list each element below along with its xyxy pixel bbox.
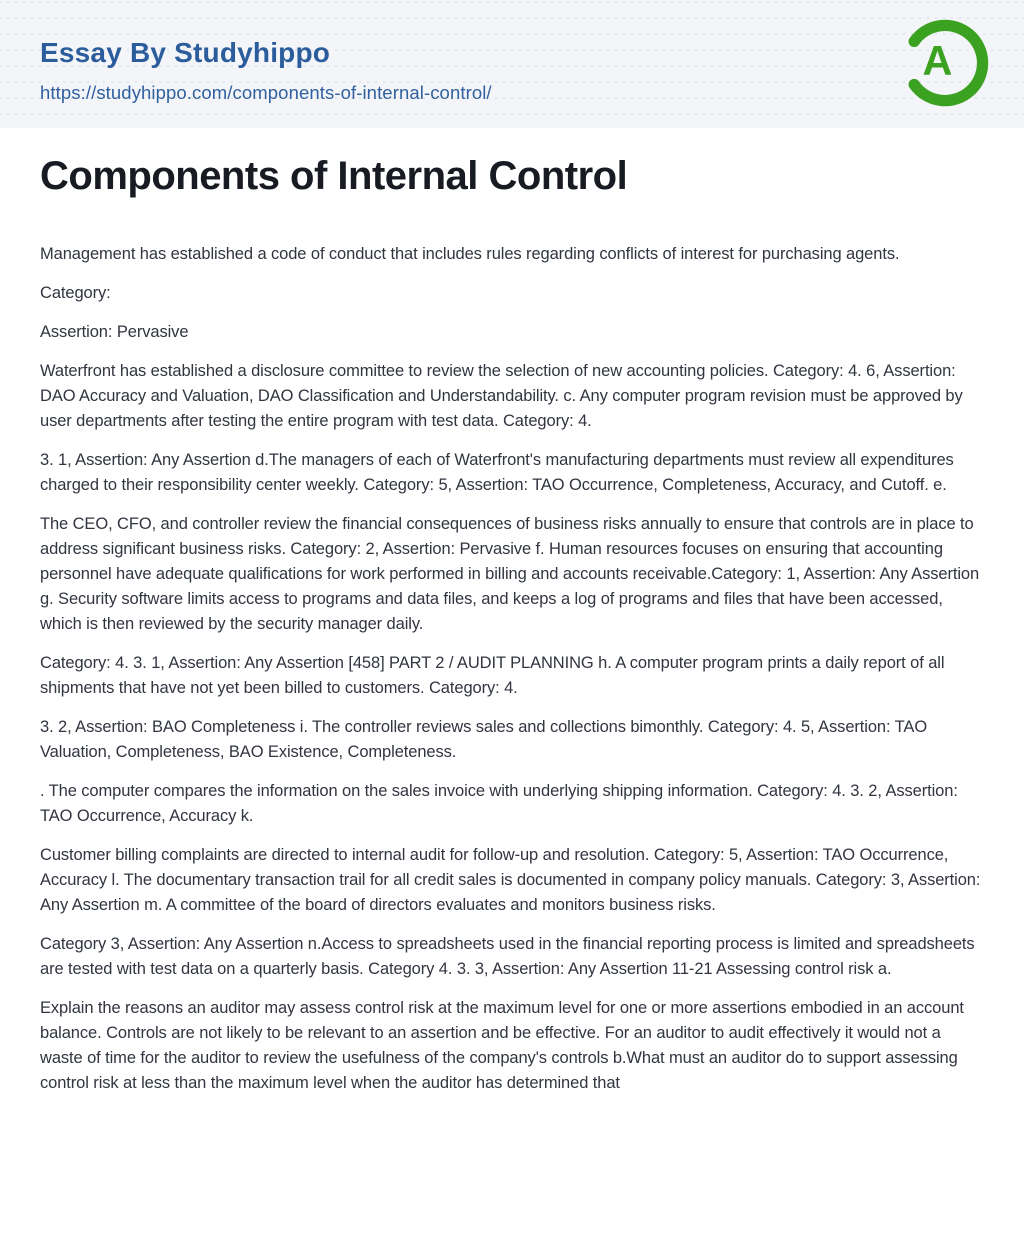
logo-letter: A bbox=[922, 38, 953, 85]
essay-paragraph: Category: bbox=[40, 284, 111, 302]
essay-content bbox=[40, 242, 984, 1096]
page-header bbox=[0, 0, 1024, 128]
essay-paragraph: The CEO, CFO, and controller review the financial consequences of business risks annually to ensure that controls are in place to address significant business risks. Category: 2, Assertion: Pervasive f. Human resources focuses on ensuring that accounting personnel have adequate qualifications for work performed in billing and accounts receivable.Category: 1, Assertion: Any Assertion g. Security software limits access to programs and data files, and keeps a log of programs and files that have been accessed, which is then reviewed by the security manager daily. bbox=[40, 515, 980, 633]
essay-article bbox=[0, 152, 1024, 1096]
essay-paragraph: Management has established a code of conduct that includes rules regarding conflicts of interest for purchasing agents. bbox=[40, 245, 900, 263]
essay-paragraph: . The computer compares the information on the sales invoice with underlying shipping information. Category: 4. 3. 2, Assertion: TAO Occurrence, Accuracy k. bbox=[40, 782, 958, 825]
studyhippo-logo-icon bbox=[898, 16, 992, 110]
essay-paragraph: Explain the reasons an auditor may assess control risk at the maximum level for one or more assertions embodied in an account balance. Controls are not likely to be relevant to an assertion and be effective. For an auditor to audit effectively it would not a waste of time for the auditor to review the usefulness of the company's controls b.What must an auditor do to support assessing control risk at less than the maximum level when the auditor has determined that bbox=[40, 999, 964, 1092]
article-url-link[interactable]: https://studyhippo.com/components-of-internal-control/ bbox=[40, 81, 492, 103]
essay-paragraph: 3. 2, Assertion: BAO Completeness i. The controller reviews sales and collections bimonthly. Category: 4. 5, Assertion: TAO Valuation, Completeness, BAO Existence, Completeness. bbox=[40, 718, 928, 761]
essay-paragraph: Category 3, Assertion: Any Assertion n.Access to spreadsheets used in the financial reporting process is limited and spreadsheets are tested with test data on a quarterly basis. Category 4. 3. 3, Assertion: Any Assertion 11-21 Assessing control risk a. bbox=[40, 935, 975, 978]
page-title: Components of Internal Control bbox=[40, 154, 628, 198]
essay-paragraph: Customer billing complaints are directed to internal audit for follow-up and resolution. Category: 5, Assertion: TAO Occurrence, Accuracy l. The documentary transaction trail for all credit sales is documented in company policy manuals. Category: 3, Assertion: Any Assertion m. A committee of the board of directors evaluates and monitors business risks. bbox=[40, 846, 981, 914]
site-title: Essay By Studyhippo bbox=[40, 37, 331, 68]
essay-paragraph: Category: 4. 3. 1, Assertion: Any Assertion [458] PART 2 / AUDIT PLANNING h. A computer program prints a daily report of all shipments that have not yet been billed to customers. Category: 4. bbox=[40, 654, 945, 697]
essay-paragraph: Assertion: Pervasive bbox=[40, 323, 189, 341]
essay-paragraph: 3. 1, Assertion: Any Assertion d.The managers of each of Waterfront's manufacturing departments must review all expenditures charged to their responsibility center weekly. Category: 5, Assertion: TAO Occurrence, Completeness, Accuracy, and Cutoff. e. bbox=[40, 451, 954, 494]
essay-paragraph: Waterfront has established a disclosure committee to review the selection of new accounting policies. Category: 4. 6, Assertion: DAO Accuracy and Valuation, DAO Classification and Understandability. c. Any computer program revision must be approved by user departments after testing the entire program with test data. Category: 4. bbox=[40, 362, 963, 430]
